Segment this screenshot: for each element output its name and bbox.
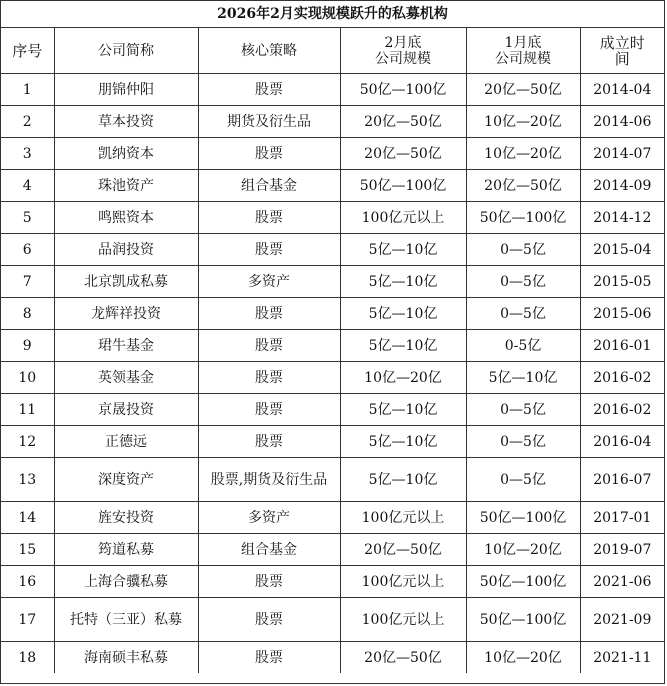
cell-founded: 2014-06 <box>580 106 664 138</box>
cell-company: 鸣熙资本 <box>54 202 198 234</box>
cell-founded: 2016-02 <box>580 362 664 394</box>
cell-feb-scale: 5亿—10亿 <box>340 394 466 426</box>
cell-founded: 2016-04 <box>580 426 664 458</box>
cell-seq: 2 <box>1 106 54 138</box>
cell-founded: 2014-04 <box>580 74 664 106</box>
cell-jan-scale: 0—5亿 <box>466 298 580 330</box>
cell-strategy: 股票 <box>198 394 340 426</box>
cell-feb-scale: 100亿元以上 <box>340 202 466 234</box>
cell-jan-scale: 5亿—10亿 <box>466 362 580 394</box>
table-row <box>1 426 664 458</box>
cell-company: 朋锦仲阳 <box>54 74 198 106</box>
header-founded-line1: 成立时 <box>599 33 645 52</box>
table-body <box>1 74 664 674</box>
cell-seq: 13 <box>1 458 54 502</box>
cell-founded: 2016-07 <box>580 458 664 502</box>
cell-jan-scale: 50亿—100亿 <box>466 598 580 642</box>
cell-feb-scale: 5亿—10亿 <box>340 426 466 458</box>
cell-founded: 2015-04 <box>580 234 664 266</box>
cell-seq: 16 <box>1 566 54 598</box>
cell-seq: 6 <box>1 234 54 266</box>
cell-feb-scale: 100亿元以上 <box>340 598 466 642</box>
cell-feb-scale: 5亿—10亿 <box>340 330 466 362</box>
cell-company: 筠道私募 <box>54 534 198 566</box>
fund-table <box>1 1 664 673</box>
cell-jan-scale: 0—5亿 <box>466 394 580 426</box>
table-row <box>1 266 664 298</box>
cell-feb-scale: 100亿元以上 <box>340 566 466 598</box>
cell-seq: 7 <box>1 266 54 298</box>
cell-jan-scale: 10亿—20亿 <box>466 106 580 138</box>
cell-company: 珺牛基金 <box>54 330 198 362</box>
cell-founded: 2015-05 <box>580 266 664 298</box>
cell-seq: 15 <box>1 534 54 566</box>
cell-strategy: 组合基金 <box>198 170 340 202</box>
table-row <box>1 234 664 266</box>
header-seq: 序号 <box>1 28 54 74</box>
cell-company: 草本投资 <box>54 106 198 138</box>
cell-feb-scale: 20亿—50亿 <box>340 138 466 170</box>
header-company: 公司简称 <box>54 28 198 74</box>
table-row <box>1 362 664 394</box>
table-row <box>1 598 664 642</box>
header-founded-line2: 间 <box>614 49 630 68</box>
cell-seq: 10 <box>1 362 54 394</box>
cell-strategy: 股票 <box>198 598 340 642</box>
cell-founded: 2021-09 <box>580 598 664 642</box>
cell-company: 北京凯成私募 <box>54 266 198 298</box>
cell-company: 京晟投资 <box>54 394 198 426</box>
cell-founded: 2019-07 <box>580 534 664 566</box>
cell-jan-scale: 50亿—100亿 <box>466 202 580 234</box>
table-row <box>1 298 664 330</box>
cell-founded: 2021-06 <box>580 566 664 598</box>
cell-seq: 3 <box>1 138 54 170</box>
cell-jan-scale: 20亿—50亿 <box>466 74 580 106</box>
cell-seq: 14 <box>1 502 54 534</box>
cell-seq: 17 <box>1 598 54 642</box>
header-jan-scale-line1: 1月底 <box>504 34 542 51</box>
table-row <box>1 566 664 598</box>
cell-company: 海南硕丰私募 <box>54 642 198 674</box>
cell-strategy: 组合基金 <box>198 534 340 566</box>
cell-company: 深度资产 <box>54 458 198 502</box>
cell-jan-scale: 0-5亿 <box>466 330 580 362</box>
cell-jan-scale: 20亿—50亿 <box>466 170 580 202</box>
cell-feb-scale: 50亿—100亿 <box>340 170 466 202</box>
cell-feb-scale: 20亿—50亿 <box>340 642 466 674</box>
table-row <box>1 106 664 138</box>
cell-jan-scale: 50亿—100亿 <box>466 502 580 534</box>
cell-seq: 12 <box>1 426 54 458</box>
cell-strategy: 股票 <box>198 234 340 266</box>
cell-strategy: 期货及衍生品 <box>198 106 340 138</box>
table-row <box>1 534 664 566</box>
cell-jan-scale: 50亿—100亿 <box>466 566 580 598</box>
cell-feb-scale: 20亿—50亿 <box>340 106 466 138</box>
cell-company: 珠池资产 <box>54 170 198 202</box>
cell-seq: 8 <box>1 298 54 330</box>
cell-jan-scale: 0—5亿 <box>466 266 580 298</box>
cell-company: 龙辉祥投资 <box>54 298 198 330</box>
cell-strategy: 多资产 <box>198 502 340 534</box>
cell-feb-scale: 20亿—50亿 <box>340 534 466 566</box>
cell-feb-scale: 10亿—20亿 <box>340 362 466 394</box>
cell-strategy: 股票 <box>198 426 340 458</box>
cell-feb-scale: 5亿—10亿 <box>340 266 466 298</box>
cell-jan-scale: 0—5亿 <box>466 234 580 266</box>
table-row <box>1 170 664 202</box>
cell-founded: 2016-01 <box>580 330 664 362</box>
cell-company: 品润投资 <box>54 234 198 266</box>
cell-company: 英领基金 <box>54 362 198 394</box>
cell-seq: 9 <box>1 330 54 362</box>
cell-strategy: 股票 <box>198 74 340 106</box>
cell-company: 上海合骥私募 <box>54 566 198 598</box>
table-row <box>1 394 664 426</box>
header-row <box>1 28 664 74</box>
cell-strategy: 股票,期货及衍生品 <box>198 458 340 502</box>
cell-jan-scale: 10亿—20亿 <box>466 642 580 674</box>
cell-seq: 18 <box>1 642 54 674</box>
table-row <box>1 330 664 362</box>
cell-feb-scale: 5亿—10亿 <box>340 458 466 502</box>
cell-jan-scale: 0—5亿 <box>466 426 580 458</box>
header-strategy: 核心策略 <box>198 28 340 74</box>
cell-seq: 1 <box>1 74 54 106</box>
cell-founded: 2015-06 <box>580 298 664 330</box>
cell-strategy: 股票 <box>198 642 340 674</box>
cell-jan-scale: 0—5亿 <box>466 458 580 502</box>
header-feb-scale <box>340 28 466 74</box>
cell-strategy: 股票 <box>198 202 340 234</box>
cell-feb-scale: 5亿—10亿 <box>340 298 466 330</box>
header-founded <box>580 28 664 74</box>
cell-founded: 2016-02 <box>580 394 664 426</box>
header-jan-scale <box>466 28 580 74</box>
cell-founded: 2014-12 <box>580 202 664 234</box>
header-feb-scale-line2: 公司规模 <box>375 50 431 67</box>
header-jan-scale-line2: 公司规模 <box>495 50 551 67</box>
cell-feb-scale: 5亿—10亿 <box>340 234 466 266</box>
cell-founded: 2014-07 <box>580 138 664 170</box>
cell-strategy: 股票 <box>198 298 340 330</box>
cell-founded: 2014-09 <box>580 170 664 202</box>
cell-seq: 11 <box>1 394 54 426</box>
cell-strategy: 多资产 <box>198 266 340 298</box>
table-row <box>1 502 664 534</box>
cell-company: 托特（三亚）私募 <box>54 598 198 642</box>
cell-jan-scale: 10亿—20亿 <box>466 534 580 566</box>
cell-company: 正德远 <box>54 426 198 458</box>
table-row <box>1 138 664 170</box>
cell-strategy: 股票 <box>198 362 340 394</box>
cell-seq: 4 <box>1 170 54 202</box>
table-title: 2026年2月实现规模跃升的私募机构 <box>1 1 664 28</box>
cell-feb-scale: 50亿—100亿 <box>340 74 466 106</box>
cell-jan-scale: 10亿—20亿 <box>466 138 580 170</box>
cell-strategy: 股票 <box>198 566 340 598</box>
table-row <box>1 642 664 674</box>
table-row <box>1 458 664 502</box>
cell-feb-scale: 100亿元以上 <box>340 502 466 534</box>
cell-strategy: 股票 <box>198 138 340 170</box>
cell-strategy: 股票 <box>198 330 340 362</box>
cell-company: 凯纳资本 <box>54 138 198 170</box>
table-row <box>1 202 664 234</box>
cell-founded: 2017-01 <box>580 502 664 534</box>
header-feb-scale-line1: 2月底 <box>384 34 422 51</box>
table-row <box>1 74 664 106</box>
cell-seq: 5 <box>1 202 54 234</box>
cell-founded: 2021-11 <box>580 642 664 674</box>
cell-company: 旌安投资 <box>54 502 198 534</box>
